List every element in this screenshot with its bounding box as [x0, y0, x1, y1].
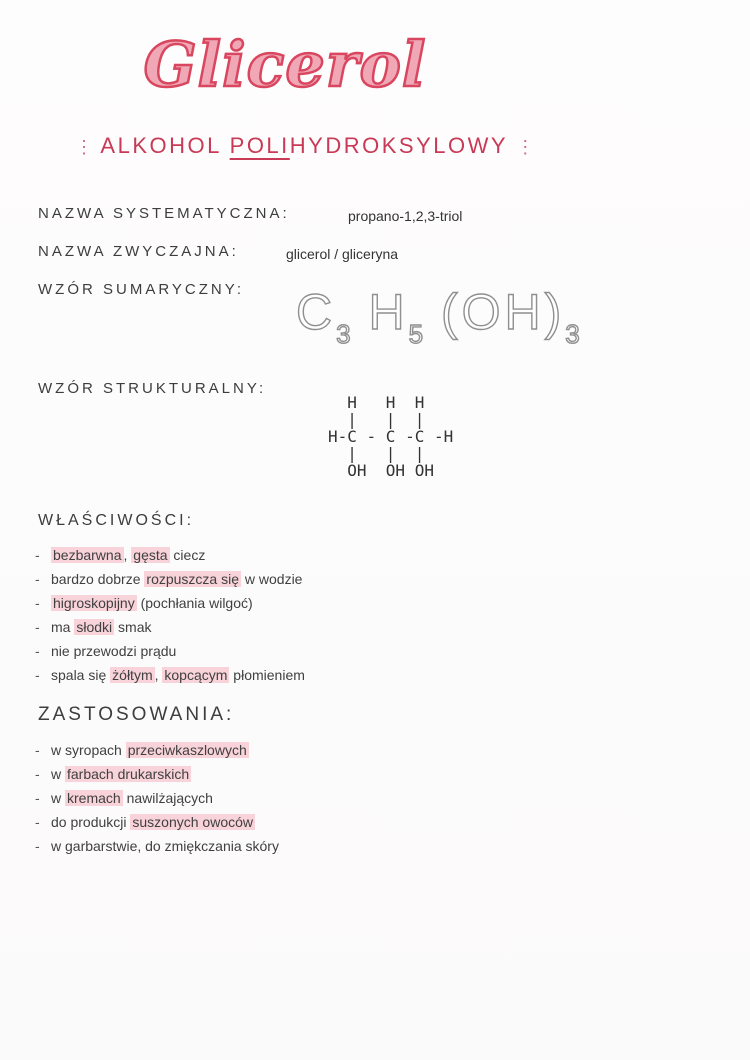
list-item: - higroskopijny (pochłania wilgoć) — [35, 595, 253, 611]
highlight: suszonych owoców — [132, 814, 254, 830]
list-item: - w kremach nawilżających — [35, 790, 213, 806]
highlight: kremach — [67, 790, 121, 806]
structure-line-1: H H H — [328, 393, 425, 412]
formula-hydroxyl: (OH) — [440, 284, 566, 340]
highlight: słodki — [76, 619, 113, 635]
formula-hydroxyl-count: 3 — [565, 319, 580, 349]
list-item: - w farbach drukarskich — [35, 766, 190, 782]
systematic-name-value: propano-1,2,3-triol — [348, 208, 463, 224]
subtitle-part-3: HYDROKSYLOWY — [289, 133, 508, 158]
subtitle-part-2-underlined: POLI — [229, 133, 290, 158]
structure-line-2: | | | — [328, 410, 425, 429]
highlight: przeciwkaszlowych — [127, 742, 247, 758]
structural-formula — [328, 394, 453, 479]
formula-hydrogen: H — [368, 284, 409, 340]
list-item: - nie przewodzi prądu — [35, 643, 177, 659]
properties-list — [35, 543, 305, 687]
properties-heading: WŁAŚCIWOŚCI: — [38, 512, 195, 529]
list-item: - spala się żółtym , kopcącym płomieniem — [35, 667, 305, 683]
page-title: Glicerol — [143, 28, 427, 101]
structure-line-3: H-C - C -C -H — [328, 427, 454, 446]
summary-formula — [296, 283, 580, 350]
highlight: żółtym — [112, 667, 153, 683]
summary-formula-label: WZÓR SUMARYCZNY: — [38, 281, 245, 298]
highlight: bezbarwna — [53, 547, 122, 563]
list-item: - w syropach przeciwkaszlowych — [35, 742, 247, 758]
formula-carbon: C — [296, 284, 337, 340]
common-name-value: glicerol / gliceryna — [286, 246, 399, 262]
highlight: rozpuszcza się — [146, 571, 239, 587]
applications-heading: ZASTOSOWANIA: — [38, 704, 235, 725]
systematic-name-label: NAZWA SYSTEMATYCZNA: — [38, 205, 290, 222]
highlight: higroskopijny — [53, 595, 135, 611]
formula-carbon-count: 3 — [336, 319, 351, 349]
list-item: - do produkcji suszonych owoców — [35, 814, 254, 830]
subtitle-part-1: ALKOHOL — [100, 133, 230, 158]
subtitle — [75, 133, 585, 159]
structural-formula-label: WZÓR STRUKTURALNY: — [38, 380, 267, 397]
structure-line-5: OH OH OH — [328, 461, 434, 480]
structure-line-4: | | | — [328, 444, 425, 463]
highlight: farbach drukarskich — [67, 766, 190, 782]
applications-list — [35, 738, 279, 858]
highlight: kopcącym — [164, 667, 228, 683]
list-item: - bardzo dobrze rozpuszcza się w wodzie — [35, 571, 303, 587]
list-item: - bezbarwna , gęsta ciecz — [35, 547, 206, 563]
formula-hydrogen-count: 5 — [408, 319, 424, 349]
highlight: gęsta — [133, 547, 168, 563]
subtitle-deco-right: ⋮ — [516, 137, 535, 157]
list-item: - ma słodki smak — [35, 619, 152, 635]
list-item: - w garbarstwie, do zmiękczania skóry — [35, 838, 279, 854]
subtitle-deco-left: ⋮ — [75, 137, 93, 157]
common-name-label: NAZWA ZWYCZAJNA: — [38, 243, 239, 260]
